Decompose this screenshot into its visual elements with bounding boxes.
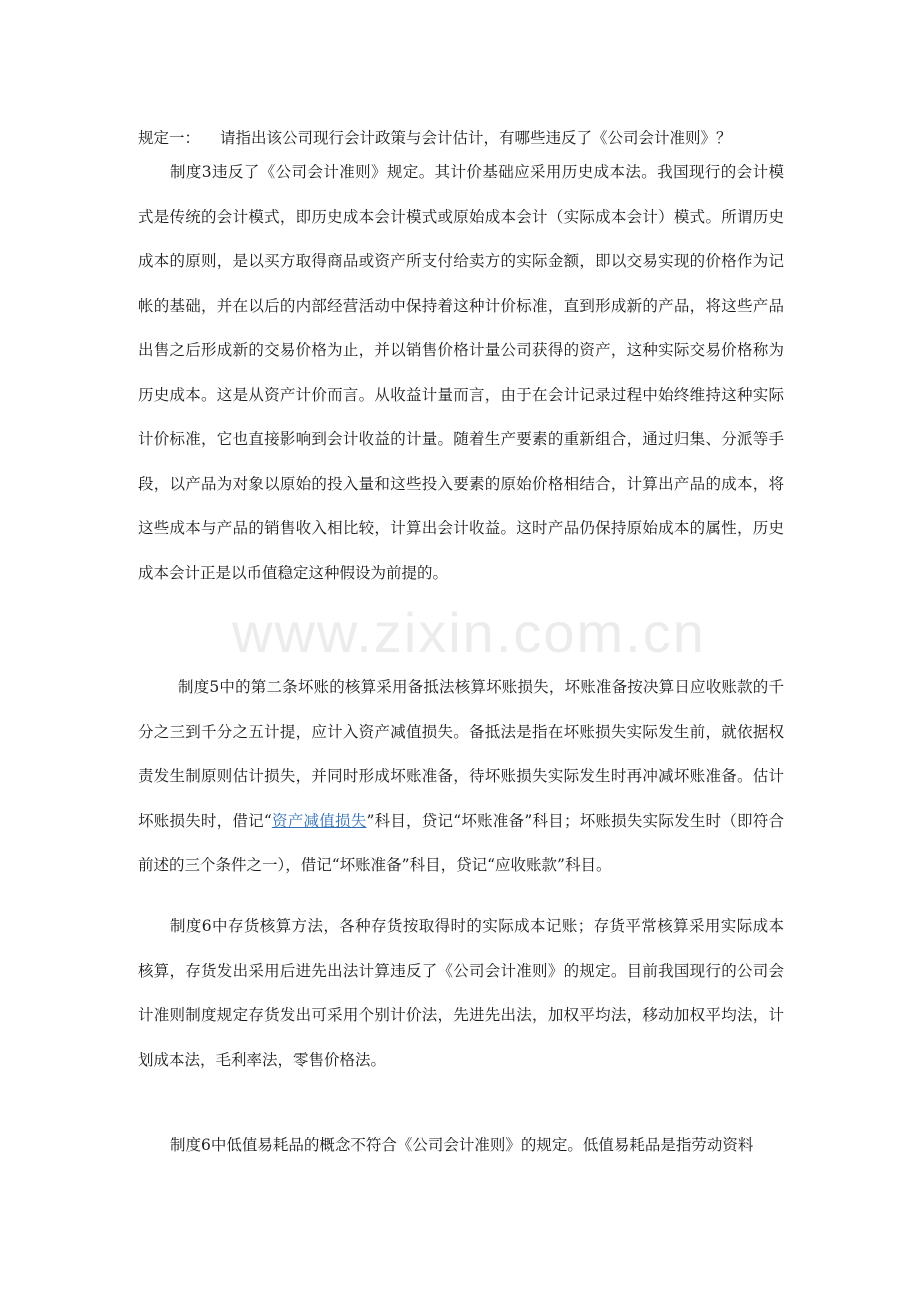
question-line: [138, 124, 798, 152]
paragraph-bad-debt-text-after: ”科目，贷记“坏账准备”科目；坏账损失实际发生时（即符合前述的三个条件之一），借记“坏账准备”科目，贷记“应收账款”科目。: [138, 811, 784, 874]
paragraph-bad-debt: [138, 665, 784, 888]
paragraph-bad-debt-text-before: 制度5中的第二条坏账的核算采用备抵法核算坏账损失，坏账准备按决算日应收账款的千分之三到千分之五计提，应计入资产减值损失。备抵法是指在坏账损失实际发生前，就依据权责发生制原则估计损失，并同时形成坏账准备，待坏账损失实际发生时再冲减坏账准备。估计坏账损失时，借记“: [138, 678, 784, 830]
asset-impairment-loss-link[interactable]: 资产减值损失: [271, 811, 367, 830]
question-text: 请指出该公司现行会计政策与会计估计，有哪些违反了《公司会计准则》？: [220, 129, 732, 147]
paragraph-low-value-consumables: 制度6中低值易耗品的概念不符合《公司会计准则》的规定。低值易耗品是指劳动资料: [170, 1136, 754, 1154]
question-label: 规定一：: [138, 129, 201, 147]
watermark: www.zixin.com.cn: [232, 601, 706, 664]
paragraph-historical-cost: 制度3违反了《公司会计准则》规定。其计价基础应采用历史成本法。我国现行的会计模式是传统的会计模式，即历史成本会计模式或原始成本会计（实际成本会计）模式。所谓历史成本的原则，是以买方取得商品或资产所支付给卖方的实际金额，即以交易实现的价格作为记帐的基础，并在以后的内部经营活动中保持着这种计价标准，直到形成新的产品，将这些产品出售之后形成新的交易价格为止，并以销售价格计量公司获得的资产，这种实际交易价格称为历史成本。这是从资产计价而言。从收益计量而言，由于在会计记录过程中始终维持这种实际计价标准，它也直接影响到会计收益的计量。随着生产要素的重新组合，通过归集、分派等手段，以产品为对象以原始的投入量和这些投入要素的原始价格相结合，计算出产品的成本，将这些成本与产品的销售收入相比较，计算出会计收益。这时产品仍保持原始成本的属性，历史成本会计正是以币值稳定这种假设为前提的。: [138, 163, 784, 582]
paragraph-inventory: 制度6中存货核算方法，各种存货按取得时的实际成本记账；存货平常核算采用实际成本核算，存货发出采用后进先出法计算违反了《公司会计准则》的规定。目前我国现行的公司会计准则制度规定存货发出可采用个别计价法，先进先出法，加权平均法，移动加权平均法，计划成本法，毛利率法，零售价格法。: [138, 917, 784, 1069]
